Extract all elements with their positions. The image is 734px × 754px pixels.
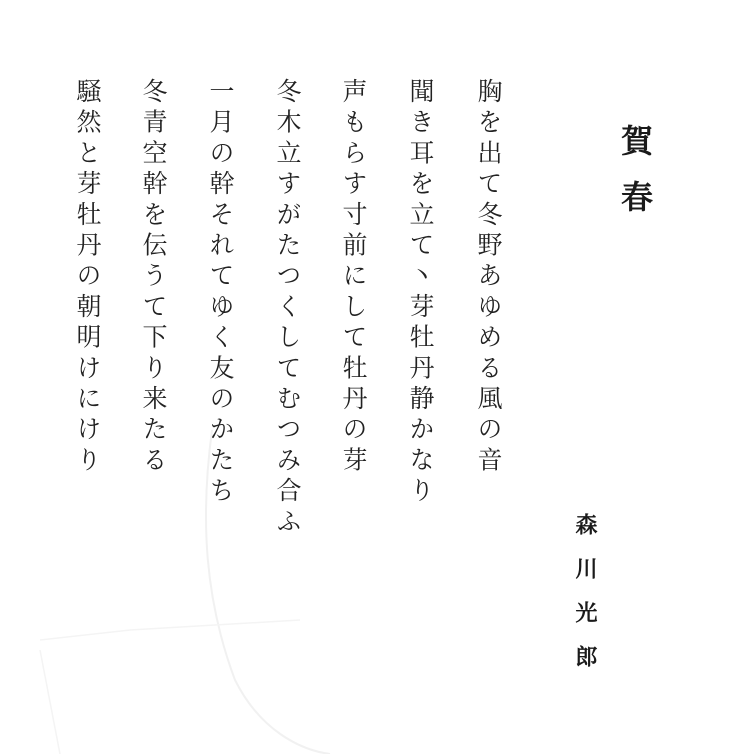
poem-line-5: 一月の幹それてゆく友のかたち — [206, 78, 235, 508]
author-name: 森川光郎 — [572, 513, 598, 689]
poem-line-4: 冬木立すがたつくしてむつみ合ふ — [273, 78, 302, 539]
poem-line-6: 冬青空幹を伝うて下り来たる — [139, 78, 168, 478]
poem-line-3: 声もらす寸前にして牡丹の芽 — [339, 78, 368, 478]
card-title: 賀春 — [616, 124, 654, 236]
poem-line-2: 聞き耳を立て丶芽牡丹静かなり — [406, 78, 435, 508]
poem-line-1: 胸を出て冬野あゆめる風の音 — [474, 78, 503, 478]
poem-line-7: 騒然と芽牡丹の朝明けにけり — [73, 78, 102, 478]
